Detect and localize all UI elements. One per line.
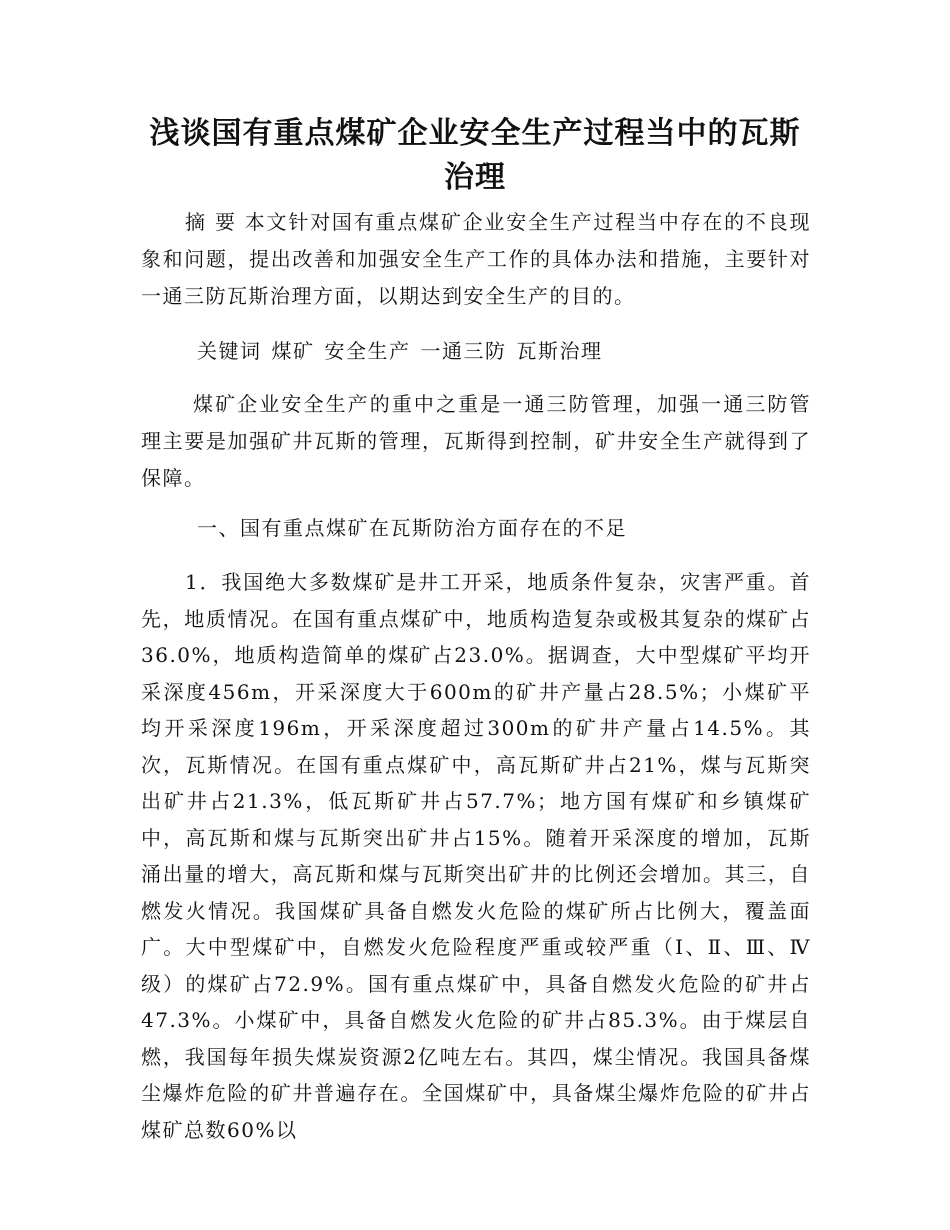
title-line-2: 治理 <box>444 160 506 195</box>
keyword-item: 瓦斯治理 <box>516 339 603 363</box>
keyword-item: 煤矿 <box>271 339 315 363</box>
document-title <box>120 112 830 200</box>
body-paragraph: 1．我国绝大多数煤矿是井工开采，地质条件复杂，灾害严重。首先，地质情况。在国有重点煤矿中，地质构造复杂或极其复杂的煤矿占36.0%，地质构造简单的煤矿占23.0%。据调查，大中型煤矿平均开采深度456m，开采深度大于600m的矿井产量占28.5%；小煤矿平均开采深度196m，开采深度超过300m的矿井产量占14.5%。其次，瓦斯情况。在国有重点煤矿中，高瓦斯矿井占21%，煤与瓦斯突出矿井占21.3%，低瓦斯矿井占57.7%；地方国有煤矿和乡镇煤矿中，高瓦斯和煤与瓦斯突出矿井占15%。随着开采深度的增加，瓦斯涌出量的增大，高瓦斯和煤与瓦斯突出矿井的比例还会增加。其三，自燃发火情况。我国煤矿具备自燃发火危险的煤矿所占比例大，覆盖面广。大中型煤矿中，自燃发火危险程度严重或较严重（Ⅰ、Ⅱ、Ⅲ、Ⅳ级）的煤矿占72.9%。国有重点煤矿中，具备自燃发火危险的矿井占47.3%。小煤矿中，具备自燃发火危险的矿井占85.3%。由于煤层自燃，我国每年损失煤炭资源2亿吨左右。其四，煤尘情况。我国具备煤尘爆炸危险的矿井普遍存在。全国煤矿中，具备煤尘爆炸危险的矿井占煤矿总数60%以 <box>141 570 811 1142</box>
title-line-1: 浅谈国有重点煤矿企业安全生产过程当中的瓦斯 <box>149 116 801 151</box>
section-heading: 一、国有重点煤矿在瓦斯防治方面存在的不足 <box>197 516 627 540</box>
intro-paragraph: 煤矿企业安全生产的重中之重是一通三防管理，加强一通三防管理主要是加强矿井瓦斯的管理，瓦斯得到控制，矿井安全生产就得到了保障。 <box>141 392 811 490</box>
keyword-item: 安全生产 <box>324 339 411 363</box>
keywords-line <box>141 333 867 370</box>
abstract-label: 摘 要 <box>185 210 237 234</box>
abstract-paragraph <box>141 204 811 315</box>
keywords-label: 关键词 <box>197 339 262 363</box>
abstract-text: 本文针对国有重点煤矿企业安全生产过程当中存在的不良现象和问题，提出改善和加强安全生产工作的具体办法和措施，主要针对一通三防瓦斯治理方面，以期达到安全生产的目的。 <box>141 210 812 308</box>
keyword-item: 一通三防 <box>420 339 507 363</box>
